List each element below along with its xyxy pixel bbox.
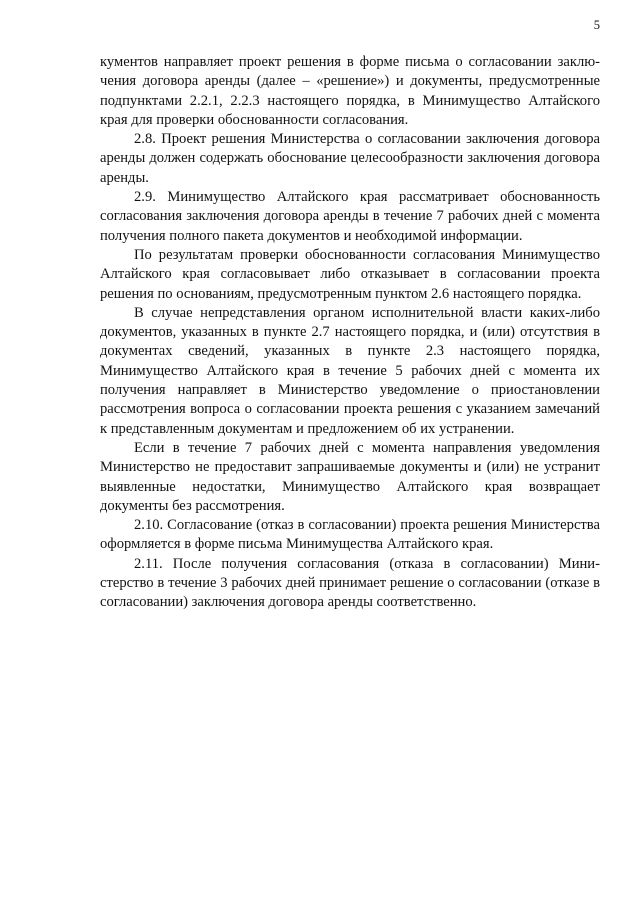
paragraph-2-10: 2.10. Согласование (отказ в согласовании) проекта решения Министерства оформляется в форме письма Минимущества Алтайского края. [100,517,600,553]
paragraph-2-9: 2.9. Минимущество Алтайского края рассматривает обоснованность согласования заключения договора аренды в течение 7 рабочих дней с момента получения полного пакета документов и необходимой информации. [100,189,600,244]
paragraph-verification-result: По результатам проверки обоснованности согласования Минимущество Алтайского края согласовывает либо отказывает в согласовании проекта решения по основаниям, предусмотренным пунктом 2.6 настоящего порядка. [100,246,600,302]
paragraph-2-8: 2.8. Проект решения Министерства о согласовании заключения договора аренды должен содержать обоснование целесообразности заключения договора аренды. [100,131,600,186]
paragraph-2-11: 2.11. После получения согласования (отказа в согласовании) Министерство в течение 3 рабочих дней принимает решение о согласовании (отказе в согласовании) заключения договора аренды соответственно. [100,555,600,611]
paragraph-missing-documents: В случае непредставления органом исполнительной власти каких-либо документов, указанных в пункте 2.7 настоящего порядка, и (или) отсутствия в документах сведений, указанных в пункте 2.3 настоящего порядка, Минимущество Алтайского края в течение 5 рабочих дней с момента их получения направляет в Министерство уведомление о приостановлении рассмотрения вопроса о согласовании проекта решения с указанием замечаний к представленным документам и предложением об их устранении. [100,304,600,437]
page-number: 5 [593,18,600,32]
paragraph-return-documents: Если в течение 7 рабочих дней с момента направления уведомления Министерство не предоставит запрашиваемые документы и (или) не устранит выявленные недостатки, Минимущество Алтайского края возвращает документы без рассмотрения. [100,439,600,514]
paragraph-continuation: кументов направляет проект решения в форме письма о согласовании заключения договора аренды (далее – «решение») и документы, предусмотренные подпунктами 2.2.1, 2.2.3 настоящего порядка, в Минимущество Алтайского края для проверки обоснованности согласования. [100,54,600,128]
document-body [100,53,600,613]
